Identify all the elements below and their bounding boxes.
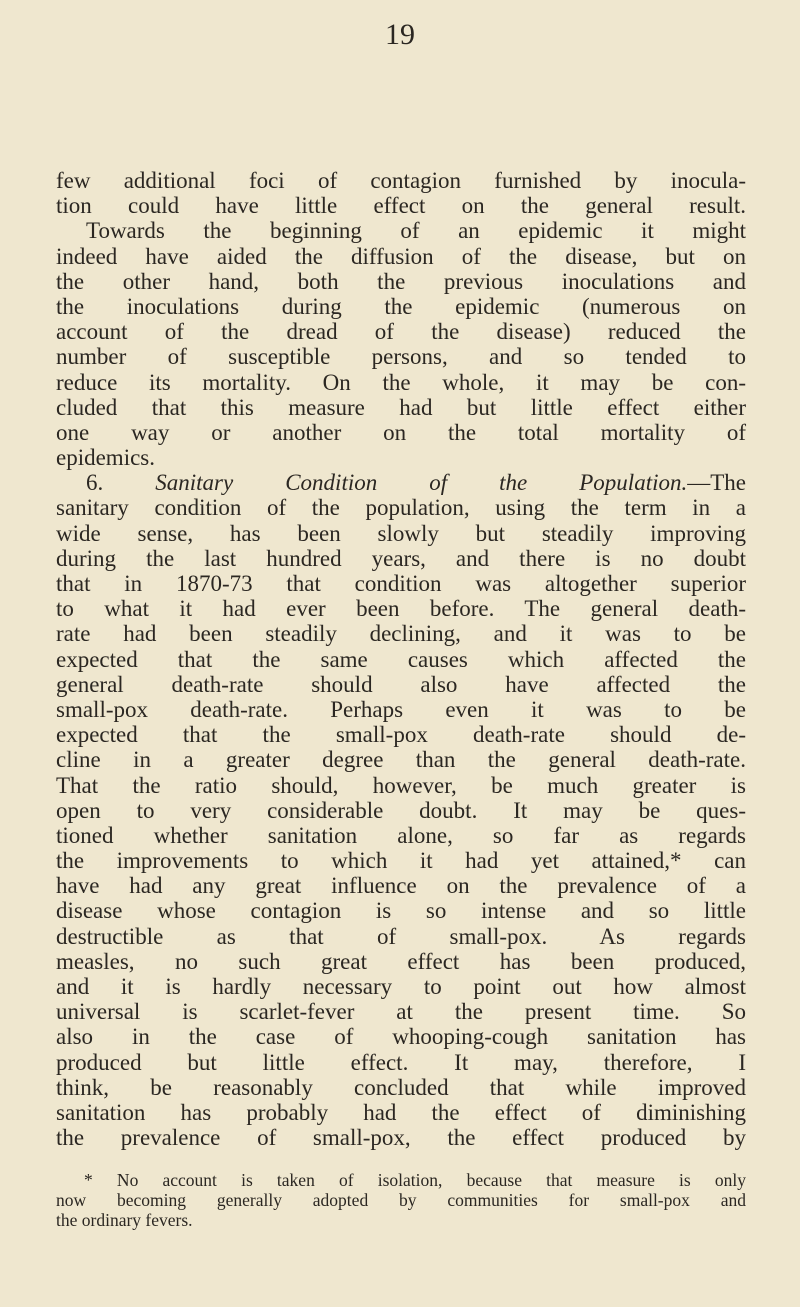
text-line: and it is hardly necessary to point out how almost	[56, 974, 746, 999]
footnote	[56, 1170, 746, 1230]
section-lead: —The	[687, 470, 746, 496]
text-line: cluded that this measure had but little effect either	[56, 394, 746, 420]
text-line: indeed have aided the diffusion of the disease, but on	[56, 243, 746, 269]
section-title: Sanitary Condition of the Population.	[155, 470, 688, 496]
section-heading-line	[56, 470, 746, 495]
text-line: disease whose contagion is so intense and so little	[56, 898, 746, 924]
text-line: wide sense, has been slowly but steadily improving	[56, 520, 746, 546]
text-line: open to very considerable doubt. It may be ques-	[56, 797, 746, 823]
text-line: the improvements to which it had yet attained,* can	[56, 848, 746, 874]
text-line: one way or another on the total mortality of	[56, 419, 746, 445]
text-line: reduce its mortality. On the whole, it may be con-	[56, 369, 746, 395]
text-line: universal is scarlet-fever at the present time. So	[56, 999, 746, 1025]
text-line: number of susceptible persons, and so tended to	[56, 344, 746, 370]
text-line: Towards the beginning of an epidemic it might	[86, 218, 746, 244]
text-line: that in 1870-73 that condition was altogether superior	[56, 571, 746, 596]
text-line: small-pox death-rate. Perhaps even it was to be	[56, 696, 746, 722]
text-line: epidemics.	[56, 445, 155, 471]
text-line: the inoculations during the epidemic (numerous on	[56, 293, 746, 319]
text-line: destructible as that of small-pox. As regards	[56, 923, 746, 949]
text-line: have had any great influence on the prevalence of a	[56, 873, 746, 899]
text-line: rate had been steadily declining, and it was to be	[56, 621, 746, 647]
page-number: 19	[385, 18, 415, 51]
footnote-line: * No account is taken of isolation, because that measure is only	[84, 1170, 746, 1190]
section-number: 6.	[86, 470, 104, 496]
footnote-line: now becoming generally adopted by communities for small-pox and	[56, 1190, 746, 1210]
text-line: general death-rate should also have affected the	[56, 671, 746, 697]
text-line: tion could have little effect on the general result.	[56, 193, 746, 219]
body-text	[56, 168, 746, 1150]
text-line: during the last hundred years, and there is no doubt	[56, 545, 746, 571]
text-line: few additional foci of contagion furnished by inocula-	[56, 168, 746, 193]
text-line: expected that the small-pox death-rate should de-	[56, 722, 746, 748]
text-line: account of the dread of the disease) reduced the	[56, 319, 746, 345]
text-line: measles, no such great effect has been produced,	[56, 948, 746, 974]
text-line: cline in a greater degree than the general death-rate.	[56, 747, 746, 773]
text-line: sanitation has probably had the effect of diminishing	[56, 1099, 746, 1125]
footnote-line: the ordinary fevers.	[56, 1210, 193, 1230]
text-line: the other hand, both the previous inoculations and	[56, 268, 746, 294]
text-line: also in the case of whooping-cough sanitation has	[56, 1024, 746, 1050]
text-line: tioned whether sanitation alone, so far as regards	[56, 822, 746, 848]
text-line: produced but little effect. It may, therefore, I	[56, 1049, 746, 1075]
text-line: the prevalence of small-pox, the effect produced by	[56, 1125, 746, 1151]
text-line: think, be reasonably concluded that while improved	[56, 1074, 746, 1100]
text-line: That the ratio should, however, be much greater is	[56, 772, 746, 798]
text-line: sanitary condition of the population, using the term in a	[56, 495, 746, 521]
text-line: to what it had ever been before. The general death-	[56, 596, 746, 622]
text-line: expected that the same causes which affected the	[56, 646, 746, 672]
